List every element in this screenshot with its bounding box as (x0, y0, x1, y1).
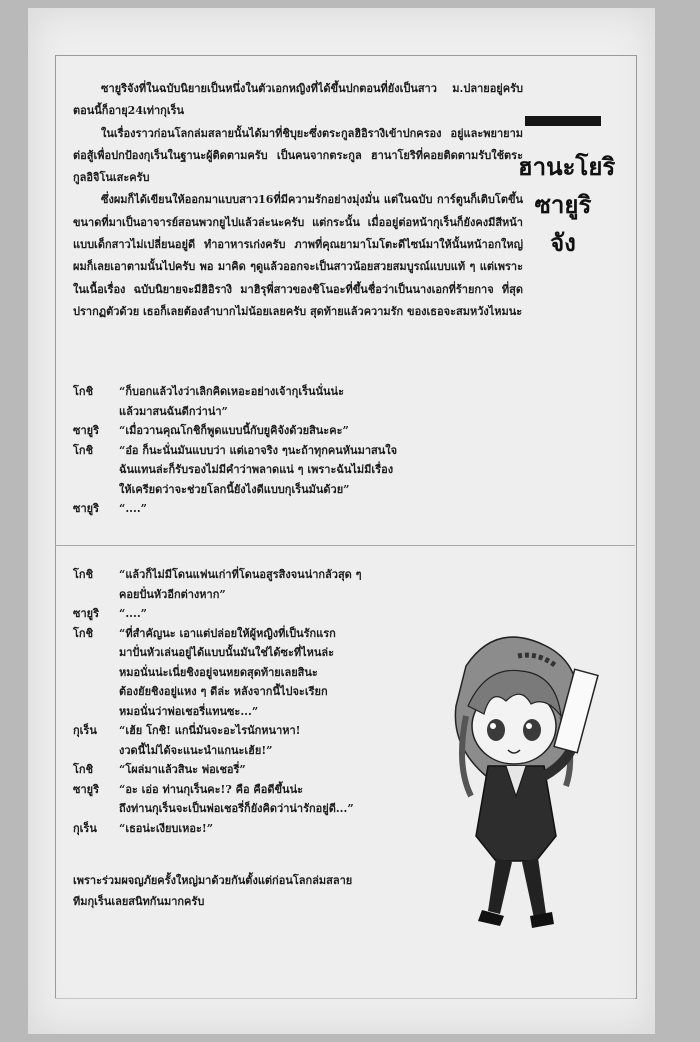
dialog-line: คอยปั่นหัวอีกต่างหาก” (119, 587, 226, 601)
speaker-name: โกชิ (73, 443, 94, 457)
title-line: ซายูริ (534, 191, 592, 219)
dialog-line: ให้เครียดว่าจะช่วยโลกนี้ยังไงดีแบบกุเร็นมันด้วย” (119, 482, 350, 496)
speaker-name: กุเร็น (73, 821, 97, 835)
chibi-character-illustration (426, 626, 606, 936)
dialog-line: “เธอน่ะเงียบเหอะ!” (119, 821, 214, 835)
intro-paragraph: ซายูริจังที่ในฉบับนิยายเป็นหนึ่งในตัวเอกหญิงที่ได้ขึ้นปกตอนที่ยังเป็นสาว ม.ปลายอยู่ครับ ตอนนี้ก็อายุ24เท่ากุเร็น (73, 82, 523, 118)
dialog-row (73, 421, 397, 441)
title-line: ฮานะโยริ (518, 153, 616, 181)
dialog-line: หมอนั่นว่าพ่อเชอรี่แทนซะ...” (119, 704, 259, 718)
dialog-line: “ที่สำคัญนะ เอาแต่ปล่อยให้ผู้หญิงที่เป็นรักแรก (119, 626, 336, 640)
dialog-line: ต้องยัยชิงอยู่แหง ๆ ดีล่ะ หลังจากนี้ไปจะเรียก (119, 685, 328, 698)
speaker-name: โกชิ (73, 626, 94, 640)
intro-paragraph: ในเรื่องราวก่อนโลกล่มสลายนั้นได้มาที่ชิบุยะซึ่งตระกูลฮิอิรางิเข้าปกครอง อยู่และพยายามต่อสู้เพื่อปกป้องกุเร็นในฐานะผู้ติดตามครับ เป็นคนจากตระกูล ฮานาโยริที่คอยติดตามรับใช้ตระกูลอิจิโนเสะครับ (73, 126, 523, 185)
speaker-name: ซายูริ (73, 502, 99, 515)
dialog-block-1 (73, 382, 397, 519)
dialog-line: “....” (119, 502, 147, 515)
dialog-row (73, 604, 362, 624)
book-page (28, 8, 655, 1034)
dialog-row (73, 819, 362, 839)
speaker-name: โกชิ (73, 763, 94, 776)
outro-line: เพราะร่วมผจญภัยครั้งใหญ่มาด้วยกันตั้งแต่ก่อนโลกล่มสลาย (73, 874, 353, 887)
dialog-line: ถึงท่านกุเร็นจะเป็นพ่อเชอรี่ก็ยังคิดว่าน่ารักอยู่ดี...” (119, 802, 354, 815)
dialog-row (73, 760, 362, 780)
dialog-line: “เมื่อวานคุณโกชิก็พูดแบบนี้กับยูคิจังด้วยสินะคะ” (119, 424, 349, 437)
dialog-line: “เฮ้ย โกชิ! แกนี่มันจะอะไรนักหนาหา! (119, 724, 301, 737)
outro-line: ทีมกุเร็นเลยสนิทกันมากครับ (73, 895, 205, 908)
outro-text (73, 870, 433, 912)
speaker-name: โกชิ (73, 385, 94, 398)
speaker-name: ซายูริ (73, 782, 99, 796)
sidebar-accent-bar (525, 116, 601, 126)
intro-text (73, 78, 523, 323)
character-name-title (518, 148, 616, 262)
section-divider (55, 545, 635, 546)
dialog-block-2 (73, 565, 362, 838)
dialog-row (73, 624, 362, 722)
dialog-line: “อะ เอ่อ ท่านกุเร็นคะ!? คือ คือดีขึ้นน่ะ (119, 782, 304, 796)
dialog-line: ฉันแทนล่ะก็รับรองไม่มีคำว่าพลาดแน่ ๆ เพราะฉันไม่มีเรื่อง (119, 463, 394, 476)
dialog-line: “แล้วก็ไม่มีโดนแฟนเก่าที่โดนอสูรสิงจนน่ากลัวสุด ๆ (119, 568, 362, 581)
speaker-name: กุเร็น (73, 724, 97, 737)
dialog-row (73, 780, 362, 819)
dialog-line: “โผล่มาแล้วสินะ พ่อเชอรี่” (119, 763, 246, 776)
dialog-line: แล้วมาสนฉันดีกว่าน่า” (119, 404, 228, 418)
bottom-rule (55, 998, 635, 999)
speaker-name: ซายูริ (73, 607, 99, 620)
speaker-name: ซายูริ (73, 424, 99, 437)
dialog-line: “ก็บอกแล้วไงว่าเลิกคิดเหอะอย่างเจ้ากุเร็นนั่นน่ะ (119, 385, 344, 398)
dialog-row (73, 441, 397, 500)
dialog-line: “อ๋อ ก็นะนั่นมันแบบว่า แต่เอาจริง ๆนะถ้าทุกคนหันมาสนใจ (119, 443, 398, 457)
title-line: จัง (550, 229, 576, 257)
dialog-row (73, 565, 362, 604)
dialog-line: “....” (119, 607, 147, 620)
intro-paragraph: ซึ่งผมก็ได้เขียนให้ออกมาแบบสาว16ที่มีความรักอย่างมุ่งมั่น แต่ในฉบับ การ์ตูนก็เติบโตขึ้นขนาดที่มาเป็นอาจารย์สอนพวกยูไปแล้วล่ะนะครับ แต่กระนั้น เมื่ออยู่ต่อหน้ากุเร็นก็ยังคงมีสีหน้าแบบเด็กสาวไม่เปลี่ยนอยู่ดี ทำอาหารเก่งครับ ภาพที่คุณยามาโมโตะดีไซน์มาให้นั้นหน้าอกใหญ่ผมก็เลยเอาตามนั้นไปครับ พอ มาคิด ๆดูแล้วออกจะเป็นสาวน้อยสวยสมบูรณ์แบบแท้ ๆ แต่เพราะในเนื้อเรื่อง ฉบับนิยายจะมีฮิอิรางิ มาฮิรุพี่สาวของชิโนอะที่ขึ้นชื่อว่าเป็นนางเอกที่ร้ายกาจ ที่สุดปรากฏตัวด้วย เธอก็เลยต้องลำบากไม่น้อยเลยครับ สุดท้ายแล้วความรัก ของเธอจะสมหวังไหมนะ (73, 193, 523, 318)
dialog-row (73, 382, 397, 421)
speaker-name: โกชิ (73, 568, 94, 581)
dialog-row (73, 499, 397, 519)
dialog-line: มาปั่นหัวเล่นอยู่ได้แบบนั้นมันใช่ได้ซะที่ไหนล่ะ (119, 646, 335, 659)
dialog-row (73, 721, 362, 760)
dialog-line: งวดนี้ไม่ได้จะแนะนำแกนะเฮ้ย!” (119, 743, 273, 757)
dialog-line: หมอนั่นน่ะเนี่ยชิงอยู่จนหยดสุดท้ายเลยสินะ (119, 665, 318, 679)
